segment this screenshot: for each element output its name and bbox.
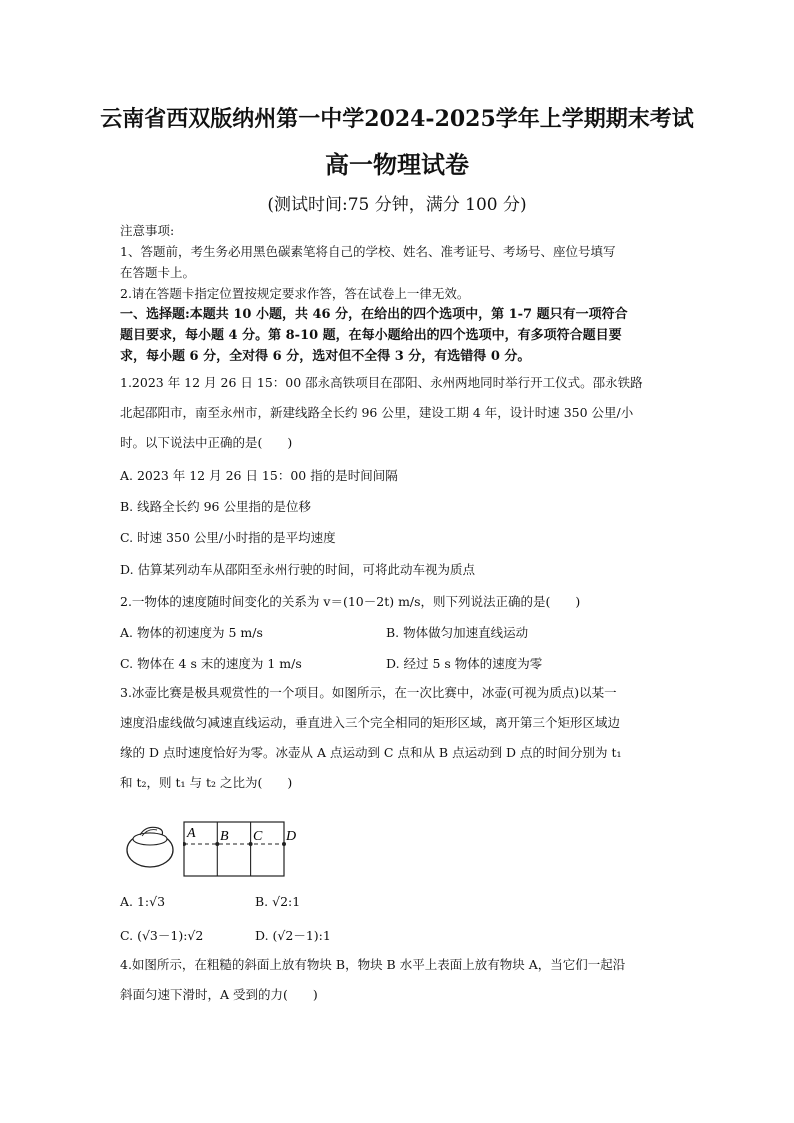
question-3-line-4: 和 t₂，则 t₁ 与 t₂ 之比为( ) [120, 775, 293, 790]
question-1-option-d: D. 估算某列动车从邵阳至永州行驶的时间，可将此动车视为质点 [120, 562, 476, 577]
rink-diagram [183, 820, 303, 880]
point-a-label: A [187, 826, 196, 841]
curling-stone-icon [124, 822, 180, 872]
point-c-label: C [253, 829, 263, 844]
question-1-option-b: B. 线路全长约 96 公里指的是位移 [120, 499, 311, 514]
question-4-line-1: 4.如图所示，在粗糙的斜面上放有物块 B，物块 B 水平上表面上放有物块 A，当它们一起沿 [120, 957, 626, 972]
question-1-option-a: A. 2023 年 12 月 26 日 15：00 指的是时间间隔 [120, 468, 398, 483]
question-3-line-2: 速度沿虚线做匀减速直线运动，垂直进入三个完全相同的矩形区域，离开第三个矩形区域边 [120, 715, 621, 730]
question-1-line-1: 1.2023 年 12 月 26 日 15：00 邵永高铁项目在邵阳、永州两地同时举行开工仪式。邵永铁路 [120, 375, 643, 390]
section-1-line-3: 求，每小题 6 分，全对得 6 分，选对但不全得 3 分，有选错得 0 分。 [120, 349, 531, 364]
question-3-option-b: B. √2:1 [255, 894, 301, 909]
question-1-option-c: C. 时速 350 公里/小时指的是平均速度 [120, 530, 336, 545]
question-2-stem: 2.一物体的速度随时间变化的关系为 v＝(10－2t) m/s，则下列说法正确的是( ) [120, 594, 581, 609]
question-3-line-3: 缘的 D 点时速度恰好为零。冰壶从 A 点运动到 C 点和从 B 点运动到 D 点的时间分别为 t₁ [120, 745, 622, 760]
question-3-option-a: A. 1:√3 [120, 894, 166, 909]
question-1-stem [120, 368, 680, 458]
question-3-line-1: 3.冰壶比赛是极具观赏性的一个项目。如图所示，在一次比赛中，冰壶(可视为质点)以某一 [120, 685, 617, 700]
notes-item-1-line-2: 在答题卡上。 [120, 265, 196, 280]
question-4-line-2: 斜面匀速下滑时，A 受到的力( ) [120, 987, 318, 1002]
question-2-option-a: A. 物体的初速度为 5 m/s [120, 625, 263, 640]
question-1-line-2: 北起邵阳市，南至永州市，新建线路全长约 96 公里，建设工期 4 年，设计时速 350 公里/小 [120, 405, 634, 420]
section-1-line-1: 一、选择题:本题共 10 小题，共 46 分，在给出的四个选项中，第 1-7 题只有一项符合 [120, 307, 628, 322]
section-1-instructions [120, 304, 680, 367]
notes-item-1-line-1: 1、答题前，考生务必用黑色碳素笔将自己的学校、姓名、准考证号、考场号、座位号填写 [120, 244, 616, 259]
exam-subtitle: 高一物理试卷 [325, 150, 469, 179]
question-3-option-d: D. (√2－1):1 [255, 928, 331, 943]
question-4-stem [120, 950, 680, 1010]
notes-block [120, 220, 680, 304]
question-3-stem [120, 678, 680, 798]
section-1-line-2: 题目要求，每小题 4 分。第 8-10 题，在每小题给出的四个选项中，有多项符合题目要 [120, 328, 622, 343]
exam-title: 云南省西双版纳州第一中学2024-2025学年上学期期末考试 [100, 106, 694, 132]
notes-item-2: 2.请在答题卡指定位置按规定要求作答，答在试卷上一律无效。 [120, 286, 470, 301]
question-2-option-b: B. 物体做匀加速直线运动 [386, 625, 529, 640]
exam-time-note: (测试时间:75 分钟，满分 100 分) [267, 195, 527, 215]
question-1-line-3: 时。以下说法中正确的是( ) [120, 435, 293, 450]
notes-heading: 注意事项: [120, 223, 175, 238]
question-2-option-c: C. 物体在 4 s 末的速度为 1 m/s [120, 656, 302, 671]
point-b-label: B [220, 829, 229, 844]
point-d-label: D [286, 829, 297, 844]
question-2-option-d: D. 经过 5 s 物体的速度为零 [386, 656, 543, 671]
question-3-option-c: C. (√3－1):√2 [120, 928, 204, 943]
